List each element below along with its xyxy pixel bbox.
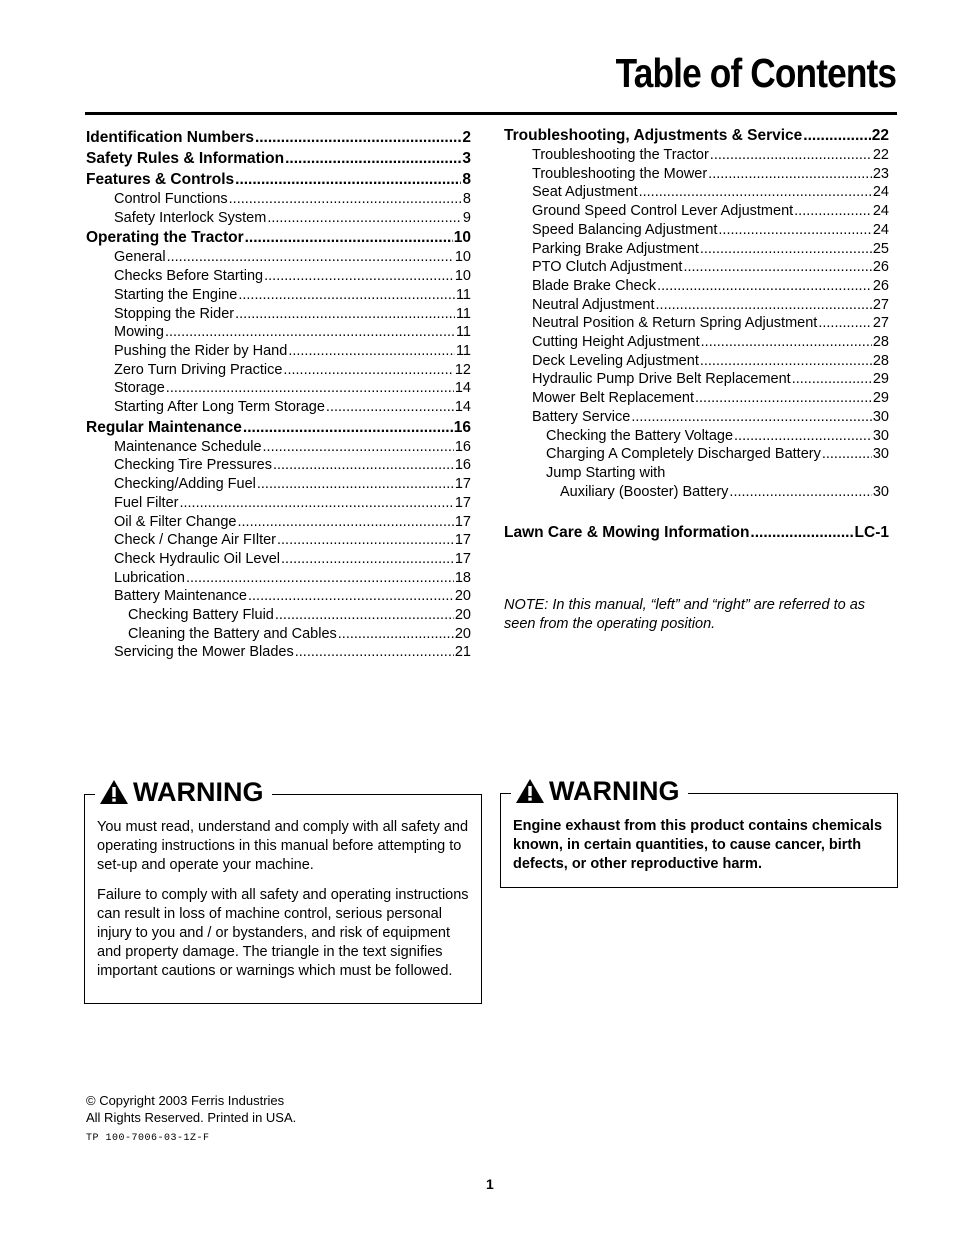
toc-label: Parking Brake Adjustment bbox=[532, 240, 699, 257]
toc-section-entry bbox=[86, 128, 471, 148]
toc-label: Pushing the Rider by Hand bbox=[114, 342, 288, 359]
toc-leader bbox=[283, 361, 453, 380]
toc-leader bbox=[794, 202, 872, 221]
toc-entry bbox=[504, 277, 889, 296]
toc-leader bbox=[734, 427, 872, 446]
toc-page: 3 bbox=[462, 150, 471, 167]
toc-page: 27 bbox=[872, 315, 889, 332]
toc-leader bbox=[750, 523, 853, 543]
toc-page: 9 bbox=[462, 209, 471, 226]
toc-entry bbox=[86, 323, 471, 342]
toc-entry bbox=[504, 408, 889, 427]
toc-leader bbox=[700, 352, 872, 371]
toc-entry bbox=[86, 305, 471, 324]
toc-entry bbox=[86, 379, 471, 398]
toc-page: 30 bbox=[872, 427, 889, 444]
toc-entry bbox=[86, 513, 471, 532]
toc-page: 23 bbox=[872, 165, 889, 182]
toc-label: Starting After Long Term Storage bbox=[114, 399, 325, 416]
toc-leader bbox=[700, 240, 872, 259]
toc-section-entry bbox=[504, 126, 889, 146]
toc-label: Deck Leveling Adjustment bbox=[532, 352, 699, 369]
toc-page: 17 bbox=[454, 494, 471, 511]
toc-leader bbox=[710, 146, 872, 165]
toc-entry bbox=[504, 333, 889, 352]
toc-page: 11 bbox=[455, 286, 471, 303]
toc-label: Blade Brake Check bbox=[532, 277, 657, 294]
toc-leader bbox=[295, 643, 454, 662]
toc-leader bbox=[264, 267, 454, 286]
warning-paragraph: Engine exhaust from this product contains chemicals known, in certain quantities, to cause cancer, birth defects, or other reproductive harm. bbox=[513, 818, 883, 872]
toc-entry-lawn-care bbox=[504, 523, 889, 543]
toc-label: Speed Balancing Adjustment bbox=[532, 221, 718, 238]
toc-entry bbox=[504, 352, 889, 371]
toc-label: Oil & Filter Change bbox=[114, 513, 237, 530]
toc-label: Check Hydraulic Oil Level bbox=[114, 550, 281, 567]
toc-entry bbox=[504, 445, 889, 464]
safety-warning-box bbox=[84, 777, 482, 1004]
toc-label: Troubleshooting, Adjustments & Service bbox=[504, 127, 803, 144]
toc-leader bbox=[803, 126, 870, 146]
toc-page: 24 bbox=[872, 184, 889, 201]
toc-page: 25 bbox=[872, 240, 889, 257]
toc-label: Seat Adjustment bbox=[532, 184, 638, 201]
orientation-note: NOTE: In this manual, “left” and “right” are referred to as seen from the operating position. bbox=[504, 597, 866, 632]
toc-leader bbox=[822, 445, 872, 464]
toc-entry bbox=[504, 240, 889, 259]
toc-leader bbox=[718, 221, 871, 240]
toc-right-column bbox=[504, 126, 889, 501]
toc-leader bbox=[267, 209, 462, 228]
toc-leader bbox=[165, 323, 455, 342]
toc-leader bbox=[656, 296, 872, 315]
warning-paragraph: Failure to comply with all safety and operating instructions can result in loss of machine control, serious personal injury to you and / or bystanders, and risk of equipment and property damage. The triangle in the text signifies important cautions or warnings which must be followed. bbox=[97, 887, 469, 979]
toc-page: 11 bbox=[455, 324, 471, 341]
toc-page: 11 bbox=[455, 305, 471, 322]
toc-page: 17 bbox=[454, 513, 471, 530]
toc-label: PTO Clutch Adjustment bbox=[532, 259, 683, 276]
toc-entry bbox=[504, 370, 889, 389]
document-code: TP 100-7006-03-1Z-F bbox=[86, 1133, 210, 1144]
warning-heading-text: WARNING bbox=[133, 777, 264, 807]
toc-section-entry bbox=[86, 170, 471, 190]
toc-page: 10 bbox=[454, 268, 471, 285]
warning-heading bbox=[511, 776, 688, 806]
toc-page: 17 bbox=[454, 476, 471, 493]
toc-page: 20 bbox=[454, 588, 471, 605]
toc-leader bbox=[263, 438, 454, 457]
toc-page: 20 bbox=[454, 607, 471, 624]
toc-entry bbox=[86, 494, 471, 513]
toc-label: Cutting Height Adjustment bbox=[532, 334, 700, 351]
toc-page: 14 bbox=[454, 399, 471, 416]
toc-leader bbox=[238, 513, 454, 532]
toc-entry bbox=[86, 550, 471, 569]
toc-label: Safety Interlock System bbox=[114, 209, 267, 226]
toc-label: Operating the Tractor bbox=[86, 229, 244, 247]
toc-entry bbox=[86, 456, 471, 475]
toc-leader bbox=[179, 494, 453, 513]
toc-label: Storage bbox=[114, 380, 165, 397]
toc-page: 10 bbox=[453, 229, 471, 247]
warning-heading bbox=[95, 777, 272, 807]
toc-entry bbox=[86, 606, 471, 625]
toc-leader bbox=[275, 606, 454, 625]
toc-leader bbox=[701, 333, 872, 352]
toc-label: Battery Service bbox=[532, 408, 631, 425]
toc-label: Cleaning the Battery and Cables bbox=[128, 625, 337, 642]
toc-entry bbox=[86, 475, 471, 494]
toc-label: Checks Before Starting bbox=[114, 268, 264, 285]
toc-page: 14 bbox=[454, 380, 471, 397]
toc-page: 30 bbox=[872, 446, 889, 463]
copyright-line: All Rights Reserved. Printed in USA. bbox=[86, 1110, 297, 1125]
warning-body bbox=[513, 817, 887, 885]
toc-leader bbox=[631, 408, 872, 427]
toc-label: Checking the Battery Voltage bbox=[546, 427, 734, 444]
exhaust-warning-box bbox=[500, 776, 898, 888]
toc-label: Stopping the Rider bbox=[114, 305, 235, 322]
toc-page: 11 bbox=[455, 342, 471, 359]
toc-label: Mowing bbox=[114, 324, 164, 341]
toc-entry bbox=[504, 314, 889, 333]
toc-label: Ground Speed Control Lever Adjustment bbox=[532, 203, 794, 220]
toc-label: Neutral Adjustment bbox=[532, 296, 655, 313]
toc-label: Zero Turn Driving Practice bbox=[114, 361, 283, 378]
toc-leader bbox=[243, 418, 453, 438]
toc-page: 24 bbox=[872, 221, 889, 238]
toc-page: 26 bbox=[872, 259, 889, 276]
toc-entry bbox=[86, 209, 471, 228]
toc-label: Troubleshooting the Tractor bbox=[532, 147, 709, 163]
toc-entry bbox=[504, 389, 889, 408]
toc-entry bbox=[86, 267, 471, 286]
toc-leader bbox=[273, 456, 454, 475]
toc-entry bbox=[504, 258, 889, 277]
toc-section-entry bbox=[86, 149, 471, 169]
toc-page: 16 bbox=[454, 438, 471, 455]
toc-label: Battery Maintenance bbox=[114, 588, 247, 605]
toc-entry bbox=[504, 296, 889, 315]
toc-entry bbox=[86, 438, 471, 457]
toc-page: 8 bbox=[462, 171, 471, 188]
toc-page: 30 bbox=[872, 408, 889, 425]
toc-entry bbox=[504, 183, 889, 202]
toc-label: Mower Belt Replacement bbox=[532, 390, 694, 407]
toc-leader bbox=[683, 258, 871, 277]
toc-label: Safety Rules & Information bbox=[86, 150, 285, 167]
toc-page: 28 bbox=[872, 334, 889, 351]
toc-entry bbox=[86, 531, 471, 550]
toc-entry bbox=[504, 483, 889, 502]
toc-label: Servicing the Mower Blades bbox=[114, 644, 294, 661]
toc-label: Jump Starting with bbox=[546, 464, 666, 481]
toc-leader bbox=[326, 398, 454, 417]
toc-label: Troubleshooting the Mower bbox=[532, 165, 708, 182]
toc-entry bbox=[86, 625, 471, 644]
toc-page: 18 bbox=[454, 569, 471, 586]
toc-leader bbox=[277, 531, 454, 550]
toc-leader bbox=[818, 314, 872, 333]
toc-label: Checking Tire Pressures bbox=[114, 457, 272, 474]
toc-page: 27 bbox=[872, 296, 889, 313]
toc-leader bbox=[281, 550, 454, 569]
toc-entry bbox=[504, 202, 889, 221]
toc-page: 24 bbox=[872, 203, 889, 220]
toc-leader bbox=[288, 342, 455, 361]
toc-leader bbox=[695, 389, 872, 408]
toc-page: 29 bbox=[872, 371, 889, 388]
toc-page: 20 bbox=[454, 625, 471, 642]
toc-label: Fuel Filter bbox=[114, 494, 179, 511]
toc-leader bbox=[285, 149, 461, 169]
toc-leader bbox=[338, 625, 454, 644]
toc-leader bbox=[229, 190, 462, 209]
toc-entry bbox=[86, 643, 471, 662]
toc-leader bbox=[729, 483, 871, 502]
toc-page: 28 bbox=[872, 352, 889, 369]
toc-entry bbox=[86, 190, 471, 209]
warning-body bbox=[97, 818, 471, 992]
toc-label: General bbox=[114, 249, 166, 266]
toc-leader bbox=[245, 228, 453, 248]
toc-page: 12 bbox=[454, 361, 471, 378]
toc-entry bbox=[86, 286, 471, 305]
toc-entry bbox=[86, 587, 471, 606]
toc-label: Neutral Position & Return Spring Adjustment bbox=[532, 315, 818, 332]
toc-label: Regular Maintenance bbox=[86, 418, 242, 436]
toc-leader bbox=[167, 248, 454, 267]
toc-label: Checking/Adding Fuel bbox=[114, 476, 256, 493]
warning-heading-text: WARNING bbox=[549, 776, 680, 806]
page-title: Table of Contents bbox=[615, 50, 896, 96]
warning-triangle-icon bbox=[99, 779, 129, 805]
toc-label: Lawn Care & Mowing Information bbox=[504, 524, 750, 541]
toc-page: 16 bbox=[454, 457, 471, 474]
toc-label: Check / Change Air FIlter bbox=[114, 532, 276, 549]
toc-leader bbox=[235, 170, 461, 190]
toc-page: 21 bbox=[454, 644, 471, 661]
toc-page: LC-1 bbox=[854, 524, 889, 541]
toc-label: Identification Numbers bbox=[86, 129, 254, 146]
copyright-line: © Copyright 2003 Ferris Industries bbox=[86, 1093, 285, 1108]
toc-leader bbox=[639, 183, 872, 202]
page-number: 1 bbox=[486, 1176, 494, 1192]
toc-label: Lubrication bbox=[114, 569, 185, 586]
toc-leader bbox=[235, 305, 455, 324]
toc-label: Features & Controls bbox=[86, 171, 235, 188]
toc-entry bbox=[86, 398, 471, 417]
toc-label: Starting the Engine bbox=[114, 286, 238, 303]
toc-section-entry bbox=[86, 228, 471, 248]
toc-page: 22 bbox=[872, 147, 889, 163]
toc-entry bbox=[504, 165, 889, 184]
toc-page: 17 bbox=[454, 532, 471, 549]
copyright bbox=[86, 1092, 296, 1126]
toc-leader bbox=[255, 128, 461, 148]
toc-page: 30 bbox=[872, 483, 889, 500]
toc-leader bbox=[657, 277, 872, 296]
toc-leader bbox=[238, 286, 455, 305]
toc-page: 10 bbox=[454, 249, 471, 266]
warning-paragraph: You must read, understand and comply with all safety and operating instructions in this manual before attempting to set-up and operate your machine. bbox=[97, 819, 469, 873]
toc-page: 29 bbox=[872, 390, 889, 407]
toc-entry bbox=[504, 464, 889, 483]
toc-label: Checking Battery Fluid bbox=[128, 607, 274, 624]
toc-page: 2 bbox=[462, 129, 471, 146]
warning-triangle-icon bbox=[515, 778, 545, 804]
toc-page: 22 bbox=[871, 127, 889, 144]
toc-left-column bbox=[86, 128, 471, 662]
toc-section-entry bbox=[86, 418, 471, 438]
toc-page: 8 bbox=[462, 191, 471, 207]
toc-leader bbox=[166, 379, 454, 398]
toc-page: 16 bbox=[453, 418, 471, 436]
toc-leader bbox=[186, 569, 454, 588]
toc-label: Control Functions bbox=[114, 191, 228, 207]
toc-leader bbox=[708, 165, 872, 184]
toc-leader bbox=[248, 587, 454, 606]
toc-entry bbox=[86, 361, 471, 380]
toc-leader bbox=[257, 475, 454, 494]
toc-page: 17 bbox=[454, 550, 471, 567]
toc-label: Charging A Completely Discharged Battery bbox=[546, 446, 821, 463]
title-rule bbox=[85, 112, 897, 115]
toc-entry bbox=[504, 221, 889, 240]
toc-leader bbox=[792, 370, 872, 389]
toc-entry bbox=[86, 569, 471, 588]
toc-label: Hydraulic Pump Drive Belt Replacement bbox=[532, 371, 791, 388]
toc-entry bbox=[504, 427, 889, 446]
toc-label: Maintenance Schedule bbox=[114, 438, 262, 455]
toc-entry bbox=[504, 146, 889, 165]
toc-entry bbox=[86, 342, 471, 361]
toc-label: Auxiliary (Booster) Battery bbox=[560, 483, 729, 500]
toc-entry bbox=[86, 248, 471, 267]
toc-page: 26 bbox=[872, 277, 889, 294]
